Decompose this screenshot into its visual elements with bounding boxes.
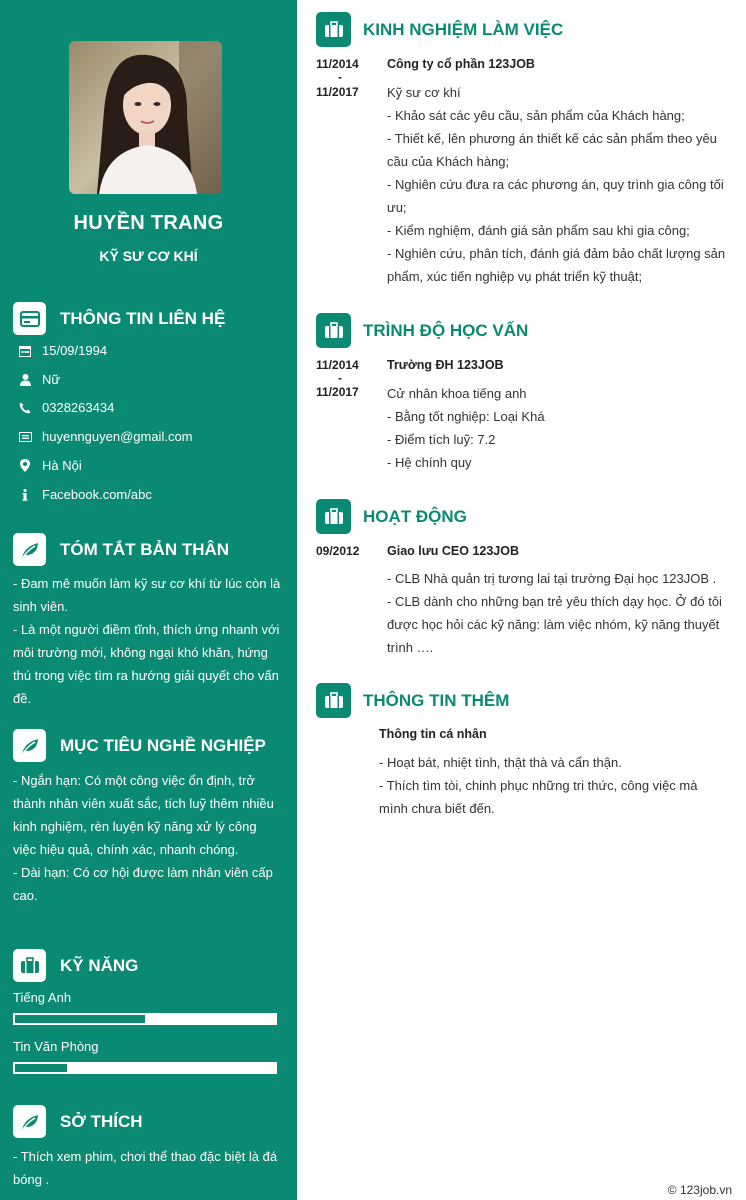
contact-email[interactable]: huyennguyen@gmail.com [18,429,193,444]
briefcase-icon [13,949,46,982]
id-card-icon [13,302,46,335]
activities-event: Giao lưu CEO 123JOB [387,544,520,558]
skill-fill [15,1064,67,1072]
footer-copyright[interactable]: © 123job.vn [667,1183,732,1197]
contact-gender: Nữ [18,372,60,387]
sidebar [0,0,297,1200]
experience-date-to: 11/2017 [316,85,359,99]
candidate-name: HUYỀN TRANG [73,212,224,234]
contact-heading: THÔNG TIN LIÊN HỆ [13,302,225,335]
skill-bar [13,1013,277,1025]
skill-name: Tin Văn Phòng [13,1039,99,1054]
calendar-icon [18,344,32,358]
hobbies-text: - Thích xem phim, chơi thể thao đặc biệt là đá bóng . [13,1149,278,1187]
summary-text: - Đam mê muốn làm kỹ sư cơ khí từ lúc còn là sinh viên. - Là một người điềm tĩnh, thích ứng nhanh với môi trường mới, không ngại khó khăn, hứng thú trong việc tìm ra hướng giải quyết cho vấn đề. [13,576,281,706]
experience-heading: KINH NGHIỆM LÀM VIỆC [316,12,563,47]
candidate-title: KỸ SƯ CƠ KHÍ [99,248,198,264]
contact-facebook[interactable]: Facebook.com/abc [18,487,152,502]
map-marker-icon [18,459,32,473]
briefcase-icon [316,313,351,348]
activities-heading: HOẠT ĐỘNG [316,499,467,534]
education-date-to: 11/2017 [316,385,359,399]
briefcase-icon [316,499,351,534]
hobbies-heading: SỞ THÍCH [13,1105,143,1138]
leaf-icon [13,729,46,762]
briefcase-icon [316,12,351,47]
education-heading: TRÌNH ĐỘ HỌC VẤN [316,313,528,348]
skill-fill [15,1015,145,1023]
leaf-icon [13,533,46,566]
additional-description: - Hoạt bát, nhiệt tình, thật thà và cẩn thận. - Thích tìm tòi, chinh phục những tri thức, công việc mà mình chưa biết đến. [379,755,698,816]
activities-description: - CLB Nhà quản trị tương lai tại trường Đại học 123JOB . - CLB dành cho những bạn trẻ yêu thích dạy học. Ở đó tôi được học hỏi các kỹ năng: làm việc nhóm, kỹ năng thuyết trình …. [387,571,722,655]
skill-name: Tiếng Anh [13,990,72,1005]
contact-phone: 0328263434 [18,400,114,415]
education-school: Trường ĐH 123JOB [387,358,504,372]
user-icon [18,373,32,387]
experience-date-from: 11/2014 [316,57,359,71]
skills-heading: KỸ NĂNG [13,949,138,982]
objective-text: - Ngắn hạn: Có một công việc ổn định, trở thành nhân viên xuất sắc, tích luỹ thêm nhiều kinh nghiệm, rèn luyện kỹ năng xử lý công việc hiệu quả, chính xác, nhanh chóng. - Dài hạn: Có cơ hội được làm nhân viên cấp cao. [13,773,274,903]
education-date-from: 11/2014 [316,358,359,372]
skill-bar [13,1062,277,1074]
summary-heading: TÓM TẮT BẢN THÂN [13,533,229,566]
additional-subheading: Thông tin cá nhân [379,727,487,741]
envelope-icon [18,430,32,444]
contact-address: Hà Nội [18,458,82,473]
experience-date-dash: - [338,70,342,84]
leaf-icon [13,1105,46,1138]
objective-heading: MỤC TIÊU NGHỀ NGHIỆP [13,729,266,762]
education-date-dash: - [338,371,342,385]
avatar [69,41,222,194]
phone-icon [18,401,32,415]
briefcase-icon [316,683,351,718]
education-description: Cử nhân khoa tiếng anh - Bằng tốt nghiệp: Loại Khá - Điểm tích luỹ: 7.2 - Hệ chính quy [387,386,545,470]
experience-description: Kỹ sư cơ khí - Khảo sát các yêu cầu, sản phẩm của Khách hàng; - Thiết kế, lên phương án thiết kế các sản phẩm theo yêu cầu của Khách hàng; - Nghiên cứu đưa ra các phương án, quy trình gia công tối ưu; - Kiểm nghiệm, đánh giá sản phẩm sau khi gia công; - Nghiên cứu, phân tích, đánh giá đảm bảo chất lượng sản phẩm, xúc tiến nghiệp vụ phát triển kỹ thuật; [387,85,726,284]
activities-date: 09/2012 [316,544,360,558]
contact-birthday: 15/09/1994 [18,343,107,358]
additional-heading: THÔNG TIN THÊM [316,683,509,718]
info-icon [18,488,32,502]
experience-company: Công ty cổ phần 123JOB [387,57,535,71]
